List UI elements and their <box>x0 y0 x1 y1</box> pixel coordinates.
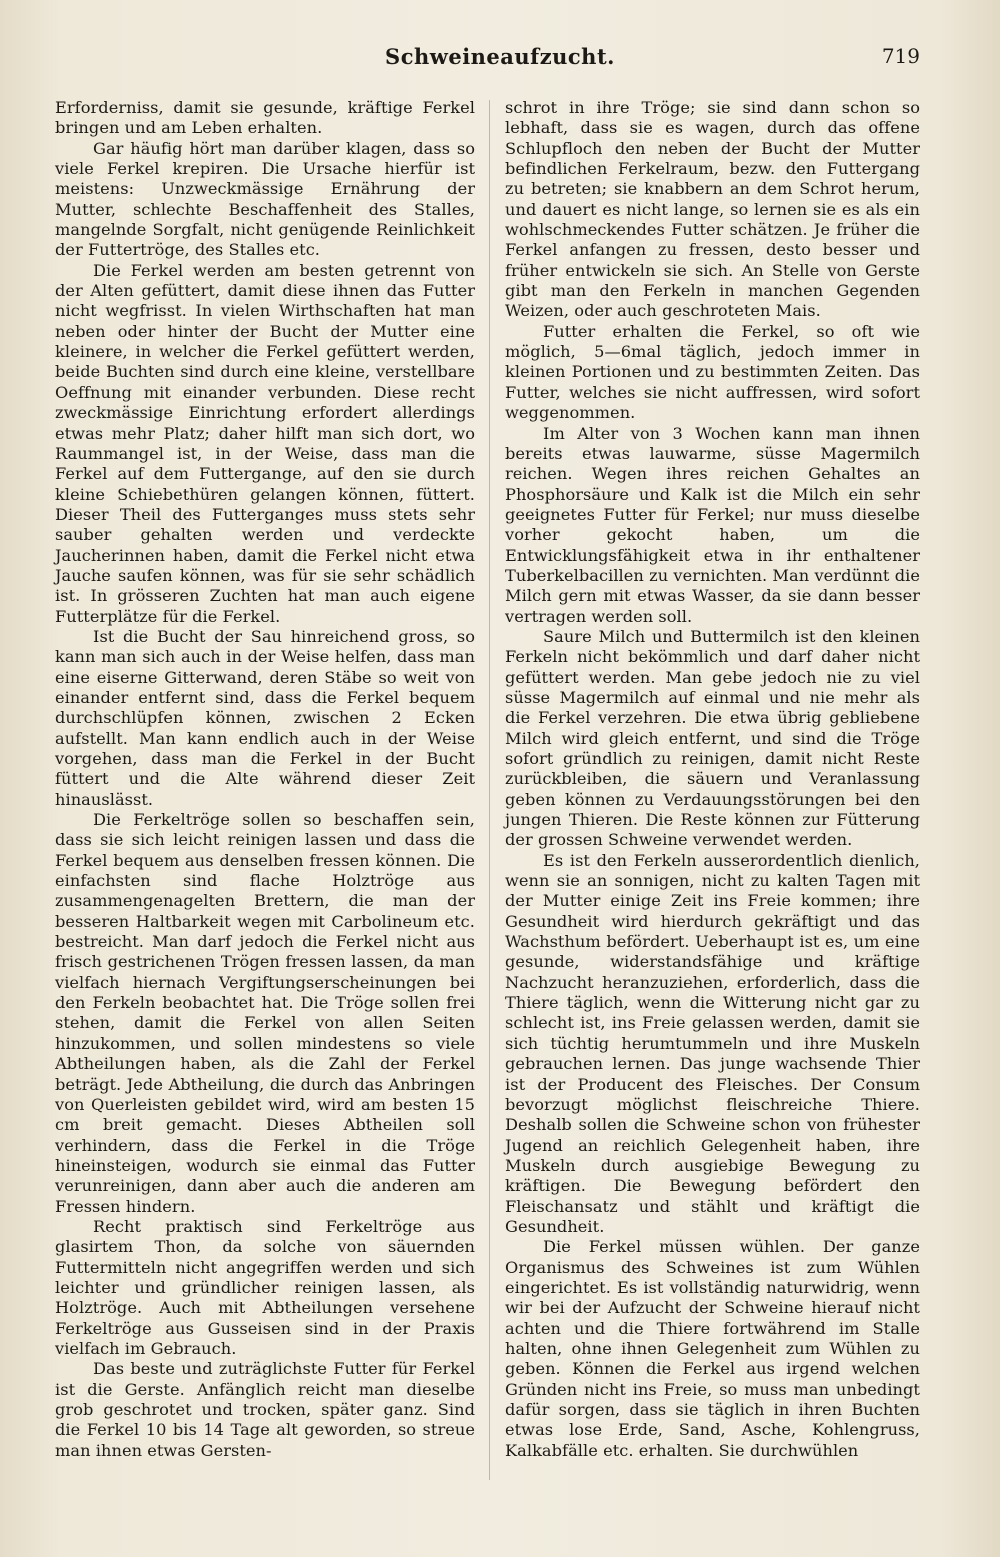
paragraph: Erforderniss, damit sie gesunde, kräftige Ferkel bringen und am Leben erhalten. <box>55 98 475 138</box>
paragraph: schrot in ihre Tröge; sie sind dann schon so lebhaft, dass sie es wagen, durch das offene Schlupfloch den neben der Bucht der Mutter befindlichen Ferkelraum, bezw. den Futtergang zu betreten; sie knabbern an dem Schrot herum, und dauert es nicht lange, so lernen sie es als ein wohlschmeckendes Futter schätzen. Je früher die Ferkel anfangen zu fressen, desto besser und früher entwickeln sie sich. An Stelle von Gerste gibt man den Ferkeln in manchen Gegenden Weizen, oder auch geschroteten Mais. <box>505 98 920 321</box>
paragraph: Die Ferkel werden am besten getrennt von der Alten gefüttert, damit diese ihnen das Futter nicht wegfrisst. In vielen Wirthschaften hat man neben oder hinter der Bucht der Mutter eine kleinere, in welcher die Ferkel gefüttert werden, beide Buchten sind durch eine kleine, verstellbare Oeffnung mit einander verbunden. Diese recht zweckmässige Einrichtung erfordert allerdings etwas mehr Platz; daher hilft man sich dort, wo Raummangel ist, in der Weise, dass man die Ferkel auf dem Futtergange, auf den sie durch kleine Schiebethüren gelangen können, füttert. Dieser Theil des Futterganges muss stets sehr sauber gehalten werden und verdeckte Jaucherinnen haben, damit die Ferkel nicht etwa Jauche saufen können, was für sie sehr schädlich ist. In grösseren Zuchten hat man auch eigene Futterplätze für die Ferkel. <box>55 260 475 626</box>
paragraph: Saure Milch und Buttermilch ist den kleinen Ferkeln nicht bekömmlich und darf daher nicht gefüttert werden. Man gebe jedoch nie zu viel süsse Magermilch auf einmal und nie mehr als die Ferkel verzehren. Die etwa übrig gebliebene Milch wird gleich entfernt, und sind die Tröge sofort gründlich zu reinigen, damit nicht Reste zurückbleiben, die säuern und Veranlassung geben können zu Verdauungsstörungen bei den jungen Thieren. Die Reste können zur Fütterung der grossen Schweine verwendet werden. <box>505 626 920 850</box>
column-divider <box>489 100 490 1480</box>
paragraph: Das beste und zuträglichste Futter für Ferkel ist die Gerste. Anfänglich reicht man dieselbe grob geschrotet und trocken, später ganz. Sind die Ferkel 10 bis 14 Tage alt geworden, so streue man ihnen etwas Gersten- <box>55 1359 475 1460</box>
right-column <box>505 98 920 1461</box>
page-number: 719 <box>881 44 920 68</box>
paragraph: Im Alter von 3 Wochen kann man ihnen bereits etwas lauwarme, süsse Magermilch reichen. Wegen ihres reichen Gehaltes an Phosphorsäure und Kalk ist die Milch ein sehr geeignetes Futter für Ferkel; nur muss dieselbe vorher gekocht haben, um die Entwicklungsfähigkeit etwa in ihr enthaltener Tuberkelbacillen zu vernichten. Man verdünnt die Milch gern mit etwas Wasser, da sie dann besser vertragen werden soll. <box>505 423 920 626</box>
paragraph: Die Ferkeltröge sollen so beschaffen sein, dass sie sich leicht reinigen lassen und dass die Ferkel bequem aus denselben fressen können. Die einfachsten sind flache Holztröge aus zusammengenagelten Brettern, die man der besseren Haltbarkeit wegen mit Carbolineum etc. bestreicht. Man darf jedoch die Ferkel nicht aus frisch gestrichenen Trögen fressen lassen, da man vielfach hiernach Vergiftungserscheinungen bei den Ferkeln beobachtet hat. Die Tröge sollen frei stehen, damit die Ferkel von allen Seiten hinzukommen, und sollen mindestens so viele Abtheilungen haben, als die Zahl der Ferkel beträgt. Jede Abtheilung, die durch das Anbringen von Querleisten gebildet wird, wird am besten 15 cm breit gemacht. Dieses Abtheilen soll verhindern, dass die Ferkel in die Tröge hineinsteigen, wodurch sie einmal das Futter verunreinigen, dann aber auch die anderen am Fressen hindern. <box>55 810 475 1216</box>
paragraph: Die Ferkel müssen wühlen. Der ganze Organismus des Schweines ist zum Wühlen eingerichtet. Es ist vollständig naturwidrig, wenn wir bei der Aufzucht der Schweine hierauf nicht achten und die Thiere fortwährend im Stalle halten, ohne ihnen Gelegenheit zum Wühlen zu geben. Können die Ferkel aus irgend welchen Gründen nicht ins Freie, so muss man unbedingt dafür sorgen, dass sie täglich in ihren Buchten etwas lose Erde, Sand, Asche, Kohlengruss, Kalkabfälle etc. erhalten. Sie durchwühlen <box>505 1237 920 1460</box>
left-column <box>55 98 475 1461</box>
paragraph: Gar häufig hört man darüber klagen, dass so viele Ferkel krepiren. Die Ursache hierfür ist meistens: Unzweckmässige Ernährung der Mutter, schlechte Beschaffenheit des Stalles, mangelnde Sorgfalt, nicht genügende Reinlichkeit der Futtertröge, des Stalles etc. <box>55 138 475 260</box>
paragraph: Recht praktisch sind Ferkeltröge aus glasirtem Thon, da solche von säuernden Futtermitteln nicht angegriffen werden und sich leichter und gründlicher reinigen lassen, als Holztröge. Auch mit Abtheilungen versehene Ferkeltröge aus Gusseisen sind in der Praxis vielfach im Gebrauch. <box>55 1216 475 1358</box>
paragraph: Futter erhalten die Ferkel, so oft wie möglich, 5—6mal täglich, jedoch immer in kleinen Portionen und zu bestimmten Zeiten. Das Futter, welches sie nicht auffressen, wird sofort weggenommen. <box>505 321 920 423</box>
paragraph: Ist die Bucht der Sau hinreichend gross, so kann man sich auch in der Weise helfen, dass man eine eiserne Gitterwand, deren Stäbe so weit von einander entfernt sind, dass die Ferkel bequem durchschlüpfen können, zwischen 2 Ecken aufstellt. Man kann endlich auch in der Weise vorgehen, dass man die Ferkel in der Bucht füttert und die Alte während dieser Zeit hinauslässt. <box>55 626 475 809</box>
paragraph: Es ist den Ferkeln ausserordentlich dienlich, wenn sie an sonnigen, nicht zu kalten Tagen mit der Mutter einige Zeit ins Freie kommen; ihre Gesundheit wird hierdurch gekräftigt und das Wachsthum befördert. Ueberhaupt ist es, um eine gesunde, widerstandsfähige und kräftige Nachzucht heranzuziehen, erforderlich, dass die Thiere täglich, wenn die Witterung nicht gar zu schlecht ist, ins Freie gelassen werden, damit sie sich tüchtig herumtummeln und ihre Muskeln gebrauchen lernen. Das junge wachsende Thier ist der Producent des Fleisches. Der Consum bevorzugt möglichst fleischreiche Thiere. Deshalb sollen die Schweine schon von frühester Jugend an reichlich Gelegenheit haben, ihre Muskeln durch ausgiebige Bewegung zu kräftigen. Die Bewegung befördert den Fleischansatz und stählt und kräftigt die Gesundheit. <box>505 850 920 1236</box>
running-head-title: Schweineaufzucht. <box>385 44 615 69</box>
